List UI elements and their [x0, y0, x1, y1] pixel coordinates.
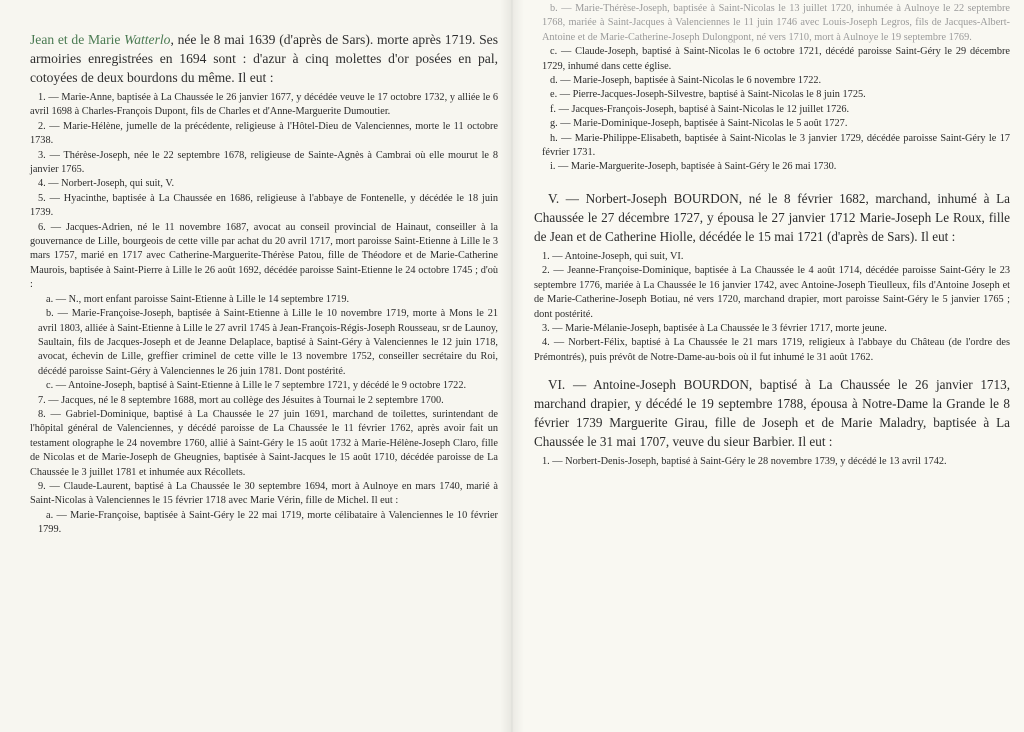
entry-9h: h. — Marie-Philippe-Elisabeth, baptisée à Saint-Nicolas le 3 janvier 1729, décédée paroisse Saint-Géry le 17 février 1731. [542, 132, 1010, 159]
vi-entry-1: 1. — Norbert-Denis-Joseph, baptisé à Saint-Géry le 28 novembre 1739, y décédé le 13 avril 1742. [542, 456, 947, 468]
entry-6c: c. — Antoine-Joseph, baptisé à Saint-Etienne à Lille le 7 septembre 1721, y décédé le 9 octobre 1722. [46, 380, 467, 392]
entry-8: 8. — Gabriel-Dominique, baptisé à La Chaussée le 27 juin 1691, marchand de toilettes, surintendant de l'hôpital général de Valenciennes, y décédé paroisse de La Chaussée le 11 février 1762, après avoir fait un testament olographe le 24 novembre 1760, allié à Saint-Géry le 15 août 1732 à Marie-Hélène-Joseph Claro, fille de Nicolas et de Marie-Joseph de Gheugnies, baptisée à Saint-Jacques le 15 août 1710, décédée paroisse de La Chaussée le 3 juillet 1781 et inhumée aux Récollets. [30, 408, 498, 478]
entry-9c: c. — Claude-Joseph, baptisé à Saint-Nicolas le 6 octobre 1721, décédé paroisse Saint-Géry le 29 décembre 1729, inhumé dans cette église. [542, 46, 1010, 72]
entry-9: 9. — Claude-Laurent, baptisé à La Chaussée le 30 septembre 1694, mort à Aulnoye en mars 1740, marié à Saint-Nicolas à Valenciennes le 15 février 1718 avec Marie Vérin, fille de Michel. Il eut : [30, 480, 498, 507]
entry-9i: i. — Marie-Marguerite-Joseph, baptisée à Saint-Géry le 26 mai 1730. [550, 161, 837, 173]
v-entry-2: 2. — Jeanne-Françoise-Dominique, baptisée à La Chaussée le 4 août 1714, décédée paroisse Saint-Géry le 23 septembre 1776, mariée à La Chaussée le 16 janvier 1742, avec Antoine-Joseph Tieulleux, fils d'Antoine Joseph et de Marie-Catherine-Joseph Botiau, né vers 1720, marchand drapier, mort paroisse Saint-Géry le 5 janvier 1765 ; dont postérité. [534, 265, 1010, 320]
entry-9f: f. — Jacques-François-Joseph, baptisé à Saint-Nicolas le 12 juillet 1726. [550, 103, 850, 115]
entry-6a: a. — N., mort enfant paroisse Saint-Etienne à Lille le 14 septembre 1719. [46, 293, 350, 305]
entry-7: 7. — Jacques, né le 8 septembre 1688, mort au collège des Jésuites à Tournai le 2 septembre 1700. [38, 394, 444, 406]
entry-9g: g. — Marie-Dominique-Joseph, baptisée à Saint-Nicolas le 5 août 1727. [550, 118, 848, 130]
entry-1: 1. — Marie-Anne, baptisée à La Chaussée le 26 janvier 1677, y décédée veuve le 17 octobre 1732, y alliée le 6 avril 1698 à Charles-François Dupont, fils de Charles et d'Anne-Marguerite Dumoutier. [30, 92, 498, 118]
intro-part-3: , née le 8 mai 1639 (d'après de Sars). morte après 1719. Ses armoiries enregistrées en 1694 sont : d'azur à cinq molettes d'or posées en pal, cotoyées de deux bourdons du même. Il eut : [30, 32, 498, 85]
intro-name-watterlo: Watterlo [124, 32, 171, 47]
entry-4: 4. — Norbert-Joseph, qui suit, V. [38, 178, 175, 190]
v-entry-3: 3. — Marie-Mélanie-Joseph, baptisée à La Chaussée le 3 février 1717, morte jeune. [542, 322, 887, 334]
right-page [512, 0, 1024, 732]
entry-9e: e. — Pierre-Jacques-Joseph-Silvestre, baptisé à Saint-Nicolas le 8 juin 1725. [550, 89, 866, 101]
entry-9d: d. — Marie-Joseph, baptisée à Saint-Nicolas le 6 novembre 1722. [550, 75, 822, 87]
entry-9b: b. — Marie-Thérèse-Joseph, baptisée à Saint-Nicolas le 13 juillet 1720, inhumée à Aulnoye le 22 septembre 1768, mariée à Saint-Jacques à Valenciennes le 11 juin 1746 avec Louis-Joseph Legros, fils de Jacques-Albert-Antoine et de Marie-Catherine-Joseph Dulongpont, né vers 1710, mort à Aulnoye le 19 septembre 1769. [542, 3, 1010, 43]
generation-vi-heading: VI. — Antoine-Joseph BOURDON, baptisé à La Chaussée le 26 janvier 1713, marchand drapier, y décédé le 19 septembre 1788, épousa à Notre-Dame la Grande le 8 février 1739 Marguerite Girau, fille de Joseph et de Marie Maladry, baptisée à La Chaussée le 31 mai 1707, veuve du sieur Barbier. Il eut : [534, 377, 1010, 450]
intro-paragraph [30, 30, 498, 87]
entry-6b: b. — Marie-Françoise-Joseph, baptisée à Saint-Etienne à Lille le 10 novembre 1719, morte à Mons le 21 avril 1803, alliée à Saint-Etienne à Lille le 27 avril 1745 à Jean-François-Régis-Joseph Rousseau, sr de Launoy, Saultain, fils de Jacques-Joseph et de Jeanne Delaplace, baptisé à Saint-Géry à Valenciennes le 12 juin 1718, avocat, échevin de Lille, greffier criminel de cette ville le 13 novembre 1752, conseiller secrétaire du Roi, décédé paroisse Saint-Géry à Valenciennes le 26 juin 1781. Dont postérité. [38, 308, 498, 377]
entry-6: 6. — Jacques-Adrien, né le 11 novembre 1687, avocat au conseil provincial de Hainaut, conseiller à la gouvernance de Lille, bourgeois de cette ville par achat du 20 avril 1717, mort paroisse Saint-Etienne à Lille le 3 mars 1757, marié en 1717 avec Catherine-Marguerite-Thérèse Patou, fille de Théodore et de Marie-Catherine Maurois, baptisée à Saint-Pierre à Lille le 26 août 1692, décédée paroisse Saint-Etienne le 24 octobre 1745 ; d'où : [30, 221, 498, 291]
v-entry-1: 1. — Antoine-Joseph, qui suit, VI. [542, 250, 684, 262]
entry-2: 2. — Marie-Hélène, jumelle de la précédente, religieuse à l'Hôtel-Dieu de Valenciennes, morte le 11 octobre 1738. [30, 120, 498, 147]
entry-5: 5. — Hyacinthe, baptisée à La Chaussée en 1686, religieuse à l'abbaye de Fontenelle, y décédée le 18 juin 1739. [30, 192, 498, 219]
entry-9a: a. — Marie-Françoise, baptisée à Saint-Géry le 22 mai 1719, morte célibataire à Valenciennes le 10 février 1799. [38, 509, 498, 536]
entry-3: 3. — Thérèse-Joseph, née le 22 septembre 1678, religieuse de Sainte-Agnès à Cambrai où elle mourut le 8 janvier 1765. [30, 149, 498, 176]
generation-v-heading: V. — Norbert-Joseph BOURDON, né le 8 février 1682, marchand, inhumé à La Chaussée le 27 décembre 1727, y épousa le 27 janvier 1712 Marie-Joseph Le Roux, fille de Jean et de Catherine Hiolle, décédée le 15 mai 1721 (d'après de Sars). Il eut : [534, 190, 1010, 244]
v-entry-4: 4. — Norbert-Félix, baptisé à La Chaussée le 21 mars 1719, religieux à l'abbaye du Château (de l'ordre des Prémontrés), puis prévôt de Notre-Dame-au-bois où il fut inhumé le 31 août 1762. [534, 337, 1010, 363]
intro-part-1: Jean et de Marie [30, 32, 125, 47]
